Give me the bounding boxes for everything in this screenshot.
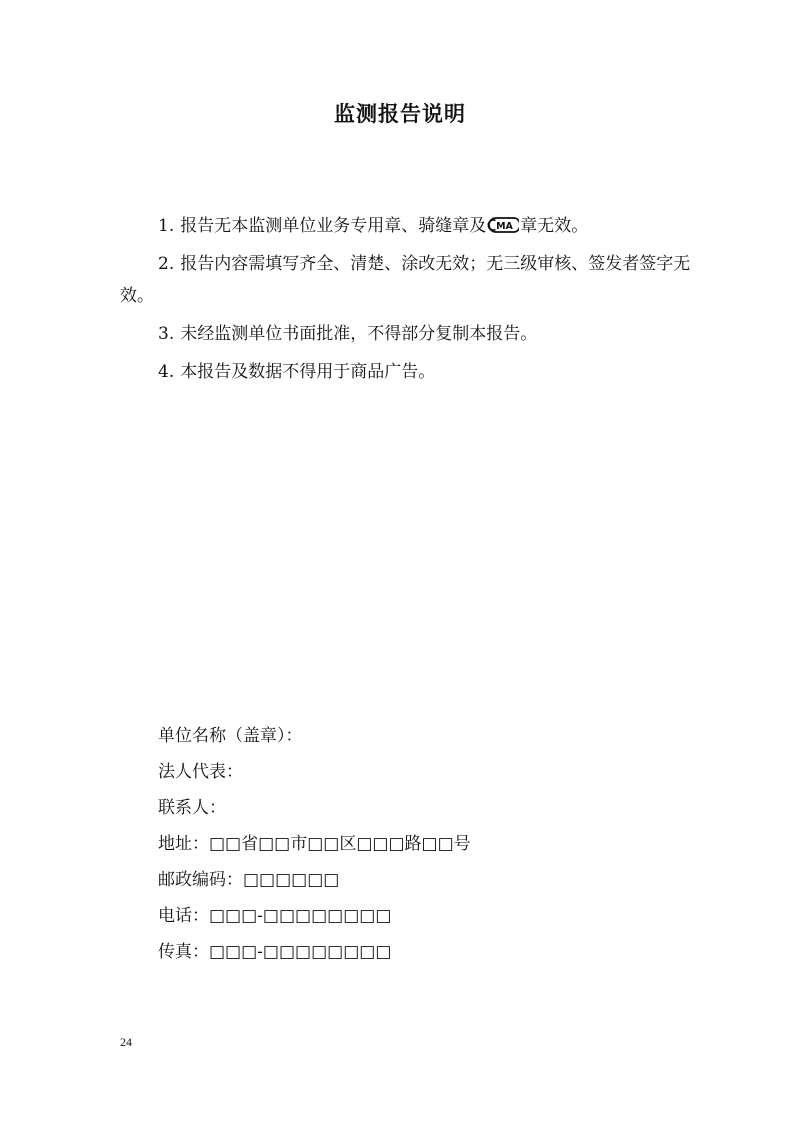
note-text: 报告内容需填写齐全、清楚、涂改无效；无三级审核、签发者签字无效。 — [120, 254, 691, 306]
note-text-after: 章无效。 — [520, 216, 589, 236]
note-item-1 — [120, 210, 720, 242]
info-label: 传真： — [158, 942, 209, 962]
note-item-4 — [120, 356, 720, 388]
note-text: 本报告及数据不得用于商品广告。 — [180, 362, 436, 382]
info-label: 地址： — [158, 834, 209, 854]
svg-text:MA: MA — [496, 221, 514, 233]
info-label: 单位名称（盖章）： — [158, 726, 303, 746]
info-label: 联系人： — [158, 798, 226, 818]
note-text-before: 报告无本监测单位业务专用章、骑缝章及 — [180, 216, 487, 236]
note-number: 1. — [158, 216, 175, 236]
note-number: 2. — [158, 254, 175, 274]
note-item-2 — [120, 248, 720, 312]
info-value: □□省□□市□□区□□□路□□号 — [209, 834, 471, 854]
info-row-phone — [158, 898, 471, 934]
info-row-legal-representative — [158, 754, 471, 790]
info-label: 邮政编码： — [158, 870, 243, 890]
page-title: 监测报告说明 — [334, 102, 466, 126]
info-row-contact-person — [158, 790, 471, 826]
info-value: □□□-□□□□□□□□ — [209, 906, 392, 926]
note-item-3 — [120, 318, 720, 350]
note-number: 4. — [158, 362, 175, 382]
cma-mark-icon — [487, 216, 519, 234]
note-text: 未经监测单位书面批准，不得部分复制本报告。 — [180, 324, 538, 344]
info-row-postal-code — [158, 862, 471, 898]
info-value: □□□-□□□□□□□□ — [209, 942, 392, 962]
info-label: 法人代表： — [158, 762, 243, 782]
info-value: □□□□□□ — [243, 870, 340, 890]
info-row-unit-name — [158, 718, 471, 754]
info-row-fax — [158, 934, 471, 970]
notes-list — [120, 210, 720, 394]
contact-info — [158, 718, 471, 970]
info-label: 电话： — [158, 906, 209, 926]
info-row-address — [158, 826, 471, 862]
page-number: 24 — [120, 1035, 132, 1049]
note-number: 3. — [158, 324, 175, 344]
